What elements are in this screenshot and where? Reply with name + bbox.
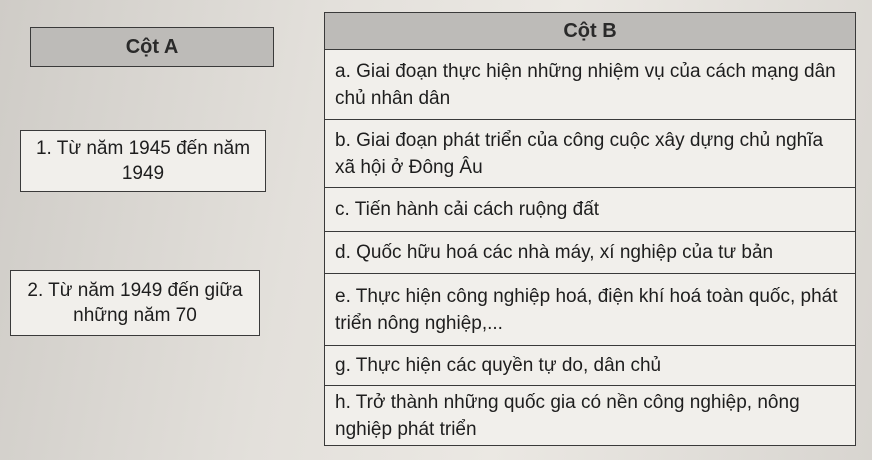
column-a-item-1: 1. Từ năm 1945 đến năm 1949 <box>20 130 266 192</box>
column-b-table <box>324 12 856 446</box>
column-b-item-h: h. Trở thành những quốc gia có nền công nghiệp, nông nghiệp phát triển <box>335 391 800 440</box>
column-b-item-b: b. Giai đoạn phát triển của công cuộc xây dựng chủ nghĩa xã hội ở Đông Âu <box>325 120 855 188</box>
column-b-item-e: e. Thực hiện công nghiệp hoá, điện khí hoá toàn quốc, phát triển nông nghiệp,... <box>325 274 855 346</box>
column-b-item-g: g. Thực hiện các quyền tự do, dân chủ <box>325 346 855 386</box>
column-b-item-d: d. Quốc hữu hoá các nhà máy, xí nghiệp của tư bản <box>325 232 855 274</box>
column-a-header: Cột A <box>30 27 274 67</box>
column-b-item-a: a. Giai đoạn thực hiện những nhiệm vụ của cách mạng dân chủ nhân dân <box>325 50 855 120</box>
column-a-item-2: 2. Từ năm 1949 đến giữa những năm 70 <box>10 270 260 336</box>
column-b-item-c: c. Tiến hành cải cách ruộng đất <box>325 188 855 232</box>
column-b-header: Cột B <box>325 13 855 50</box>
